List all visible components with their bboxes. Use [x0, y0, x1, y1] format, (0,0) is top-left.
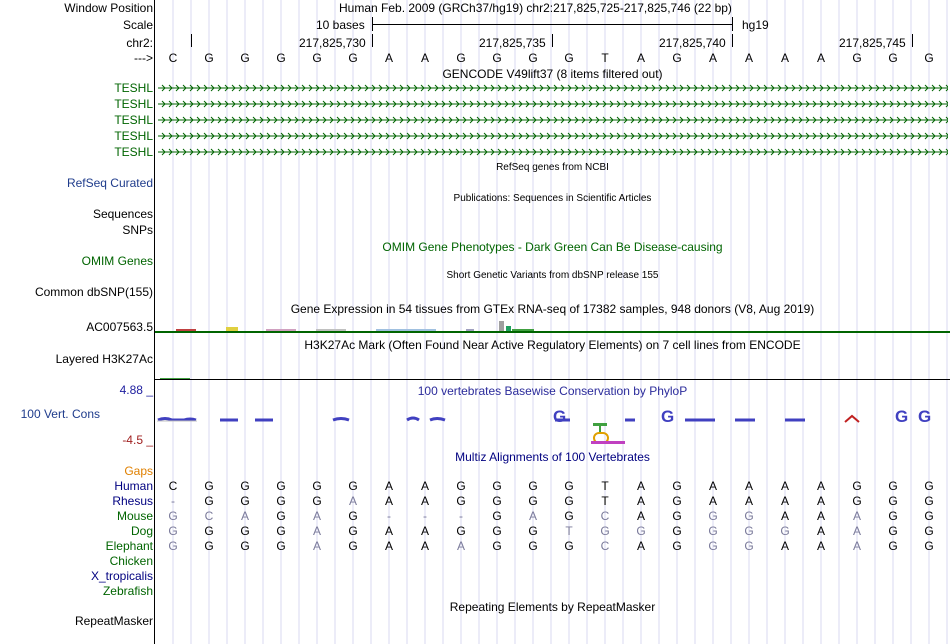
gencode-label-3[interactable]: TESHL — [114, 113, 153, 127]
alignment-base: G — [240, 539, 250, 553]
alignment-base: G — [204, 524, 214, 538]
alignment-base: G — [348, 509, 358, 523]
alignment-base: G — [348, 479, 358, 493]
base-sequence-row[interactable] — [0, 51, 950, 65]
species-chicken-label[interactable]: Chicken — [109, 554, 153, 568]
ruler-tick — [912, 34, 913, 47]
scale-label: Scale — [122, 18, 153, 32]
sequence-base: A — [636, 51, 645, 65]
alignment-base: G — [204, 479, 214, 493]
gaps-label[interactable]: Gaps — [124, 464, 153, 478]
alignment-base: G — [564, 494, 574, 508]
alignment-base: G — [744, 509, 754, 523]
gencode-track-title: GENCODE V49lift37 (8 items filtered out) — [442, 67, 663, 81]
gencode-transcript-4[interactable] — [158, 131, 948, 141]
alignment-base: A — [312, 524, 321, 538]
sequence-base: G — [528, 51, 538, 65]
ruler-tick — [732, 34, 733, 47]
gtex-baseline — [155, 331, 950, 333]
alignment-base: - — [387, 509, 391, 523]
sequence-base: G — [564, 51, 574, 65]
alignment-base: A — [420, 539, 429, 553]
alignment-base: - — [171, 494, 175, 508]
h3k27ac-baseline — [155, 379, 950, 380]
alignment-base: G — [528, 524, 538, 538]
common-dbsnp-label[interactable]: Common dbSNP(155) — [34, 285, 153, 299]
alignment-base: G — [708, 509, 718, 523]
alignment-base: G — [672, 509, 682, 523]
species-human-label[interactable]: Human — [114, 479, 153, 493]
alignment-base: A — [420, 524, 429, 538]
alignment-base: A — [384, 494, 393, 508]
alignment-base: T — [565, 524, 573, 538]
alignment-base: G — [564, 479, 574, 493]
conservation-track-title: 100 vertebrates Basewise Conservation by PhyloP — [417, 384, 688, 398]
alignment-base: G — [744, 524, 754, 538]
ruler-tick — [191, 34, 192, 47]
species-rhesus-label[interactable]: Rhesus — [112, 494, 153, 508]
gencode-label-1[interactable]: TESHL — [114, 81, 153, 95]
alignment-base: A — [240, 509, 249, 523]
species-elephant-label[interactable]: Elephant — [105, 539, 153, 553]
gencode-transcript-5[interactable] — [158, 147, 948, 157]
alignment-base: G — [492, 479, 502, 493]
ruler-tick — [372, 34, 373, 47]
alignment-base: T — [601, 494, 609, 508]
alignment-base: G — [924, 509, 934, 523]
sequence-base: A — [780, 51, 789, 65]
alignment-base: G — [312, 494, 322, 508]
alignment-base: A — [312, 509, 321, 523]
sequence-base: A — [384, 51, 393, 65]
ruler-coord-4: 217,825,745 — [839, 36, 906, 50]
alignment-base: A — [708, 479, 717, 493]
alignment-base: G — [168, 539, 178, 553]
species-dog-label[interactable]: Dog — [130, 524, 153, 538]
species-xtropicalis-label[interactable]: X_tropicalis — [90, 569, 153, 583]
phylop-sequence-logo[interactable]: G G G G — [155, 408, 950, 448]
sequence-base: C — [168, 51, 178, 65]
alignment-base: G — [888, 509, 898, 523]
cons-max-value: 4.88 _ — [119, 383, 153, 397]
alignment-base: G — [492, 524, 502, 538]
alignment-base: G — [924, 524, 934, 538]
scale-bar — [372, 17, 733, 31]
alignment-base: G — [168, 509, 178, 523]
alignment-base: C — [168, 479, 178, 493]
h3k27ac-track-title: H3K27Ac Mark (Often Found Near Active Regulatory Elements) on 7 cell lines from ENCODE — [304, 338, 801, 352]
alignment-base: G — [240, 479, 250, 493]
alignment-base: G — [852, 494, 862, 508]
alignment-base: G — [276, 479, 286, 493]
alignment-base: G — [456, 524, 466, 538]
gencode-transcript-2[interactable] — [158, 99, 948, 109]
label-panel-divider[interactable] — [154, 0, 155, 644]
alignment-base: A — [636, 509, 645, 523]
strand-arrow-label: ---> — [134, 51, 153, 65]
alignment-base: A — [852, 524, 861, 538]
chromosome-label: chr2: — [126, 36, 153, 50]
omim-track-title: OMIM Gene Phenotypes - Dark Green Can Be Disease-causing — [382, 240, 723, 254]
alignment-base: A — [780, 509, 789, 523]
alignment-base: G — [564, 539, 574, 553]
omim-genes-label[interactable]: OMIM Genes — [81, 254, 153, 268]
sequence-base: G — [492, 51, 502, 65]
gtex-gene-label[interactable]: AC007563.5 — [86, 320, 153, 334]
alignment-base: G — [348, 539, 358, 553]
alignment-base: A — [816, 494, 825, 508]
cons-min-value: -4.5 _ — [122, 433, 153, 447]
alignment-base: G — [564, 509, 574, 523]
layered-h3k27ac-label[interactable]: Layered H3K27Ac — [55, 352, 153, 366]
alignment-base: G — [276, 509, 286, 523]
alignment-base: G — [456, 479, 466, 493]
alignment-base: - — [459, 509, 463, 523]
alignment-base: A — [384, 539, 393, 553]
alignment-base: - — [423, 509, 427, 523]
position-readout[interactable]: Human Feb. 2009 (GRCh37/hg19) chr2:217,825,725-217,825,746 (22 bp) — [339, 1, 732, 15]
sequence-base: G — [312, 51, 322, 65]
refseq-curated-label[interactable]: RefSeq Curated — [66, 176, 153, 190]
refseq-track-title: RefSeq genes from NCBI — [496, 162, 609, 173]
sequence-base: G — [672, 51, 682, 65]
sequence-base: A — [744, 51, 753, 65]
dbsnp-track-title: Short Genetic Variants from dbSNP release 155 — [446, 270, 659, 281]
sequence-base: G — [456, 51, 466, 65]
gtex-track-title: Gene Expression in 54 tissues from GTEx RNA-seq of 17382 samples, 948 donors (V8, Aug 2019) — [290, 302, 815, 316]
alignment-base: G — [672, 479, 682, 493]
alignment-base: A — [456, 539, 465, 553]
alignment-base: G — [888, 479, 898, 493]
ruler-coord-3: 217,825,740 — [659, 36, 726, 50]
alignment-base: A — [816, 509, 825, 523]
alignment-base: A — [744, 479, 753, 493]
alignment-base: A — [852, 539, 861, 553]
alignment-base: G — [348, 524, 358, 538]
alignment-base: A — [636, 494, 645, 508]
sequence-base: G — [348, 51, 358, 65]
alignment-base: G — [492, 539, 502, 553]
alignment-base: G — [708, 524, 718, 538]
alignment-base: G — [528, 494, 538, 508]
alignment-base: G — [528, 479, 538, 493]
alignment-base: A — [816, 539, 825, 553]
alignment-base: A — [420, 494, 429, 508]
alignment-base: G — [600, 524, 610, 538]
alignment-base: G — [888, 494, 898, 508]
alignment-base: A — [384, 479, 393, 493]
alignment-base: A — [816, 479, 825, 493]
alignment-base: G — [924, 539, 934, 553]
publications-track-title: Publications: Sequences in Scientific Articles — [453, 193, 652, 204]
alignment-base: A — [636, 479, 645, 493]
alignment-base: G — [708, 539, 718, 553]
repeatmasker-label[interactable]: RepeatMasker — [74, 614, 153, 628]
alignment-base: G — [924, 479, 934, 493]
gencode-label-4[interactable]: TESHL — [114, 129, 153, 143]
assembly-label: hg19 — [742, 18, 769, 32]
sequence-base: G — [888, 51, 898, 65]
alignment-base: G — [852, 479, 862, 493]
alignment-base: G — [492, 509, 502, 523]
sequence-base: A — [816, 51, 825, 65]
alignment-base: A — [528, 509, 537, 523]
alignment-base: G — [240, 494, 250, 508]
gencode-label-5[interactable]: TESHL — [114, 145, 153, 159]
alignment-base: G — [276, 494, 286, 508]
sequences-label[interactable]: Sequences — [92, 207, 153, 221]
species-mouse-label[interactable]: Mouse — [116, 509, 153, 523]
alignment-base: G — [672, 494, 682, 508]
alignment-base: G — [240, 524, 250, 538]
sequence-base: G — [240, 51, 250, 65]
alignment-base: G — [888, 524, 898, 538]
repeatmasker-track-title: Repeating Elements by RepeatMasker — [449, 600, 656, 614]
alignment-base: C — [600, 509, 610, 523]
alignment-base: A — [780, 479, 789, 493]
alignment-base: C — [600, 539, 610, 553]
alignment-base: G — [924, 494, 934, 508]
sequence-base: G — [276, 51, 286, 65]
alignment-base: A — [420, 479, 429, 493]
alignment-base: A — [312, 539, 321, 553]
gencode-label-2[interactable]: TESHL — [114, 97, 153, 111]
scale-bar-text: 10 bases — [316, 18, 365, 32]
vert-cons-label[interactable]: 100 Vert. Cons — [20, 407, 100, 421]
sequence-base: G — [852, 51, 862, 65]
alignment-base: G — [780, 524, 790, 538]
sequence-base: T — [601, 51, 609, 65]
multiz-track-title: Multiz Alignments of 100 Vertebrates — [455, 450, 650, 464]
alignment-base: A — [780, 539, 789, 553]
ruler-coord-2: 217,825,735 — [479, 36, 546, 50]
alignment-base: A — [348, 494, 357, 508]
alignment-base: G — [276, 524, 286, 538]
ruler-coord-1: 217,825,730 — [299, 36, 366, 50]
alignment-base: A — [384, 524, 393, 538]
gencode-transcript-1[interactable] — [158, 83, 948, 93]
species-zebrafish-label[interactable]: Zebrafish — [102, 584, 153, 598]
sequence-base: G — [924, 51, 934, 65]
alignment-base: A — [744, 494, 753, 508]
window-position-label: Window Position — [64, 1, 153, 15]
alignment-base: G — [492, 494, 502, 508]
alignment-base: G — [276, 539, 286, 553]
sequence-base: A — [420, 51, 429, 65]
alignment-base: A — [636, 539, 645, 553]
alignment-base: C — [204, 509, 214, 523]
alignment-base: A — [708, 494, 717, 508]
alignment-base: A — [852, 509, 861, 523]
alignment-base: G — [168, 524, 178, 538]
alignment-base: A — [816, 524, 825, 538]
sequence-base: A — [708, 51, 717, 65]
alignment-base: G — [528, 539, 538, 553]
alignment-base: G — [672, 539, 682, 553]
alignment-base: G — [744, 539, 754, 553]
alignment-base: G — [672, 524, 682, 538]
alignment-base: G — [312, 479, 322, 493]
sequence-base: G — [204, 51, 214, 65]
alignment-base: A — [780, 494, 789, 508]
alignment-base: G — [636, 524, 646, 538]
alignment-base: G — [456, 494, 466, 508]
alignment-base: G — [204, 539, 214, 553]
alignment-base: T — [601, 479, 609, 493]
ruler-tick — [552, 34, 553, 47]
alignment-base: G — [204, 494, 214, 508]
alignment-base: G — [888, 539, 898, 553]
gencode-transcript-3[interactable] — [158, 115, 948, 125]
snps-label[interactable]: SNPs — [122, 223, 153, 237]
